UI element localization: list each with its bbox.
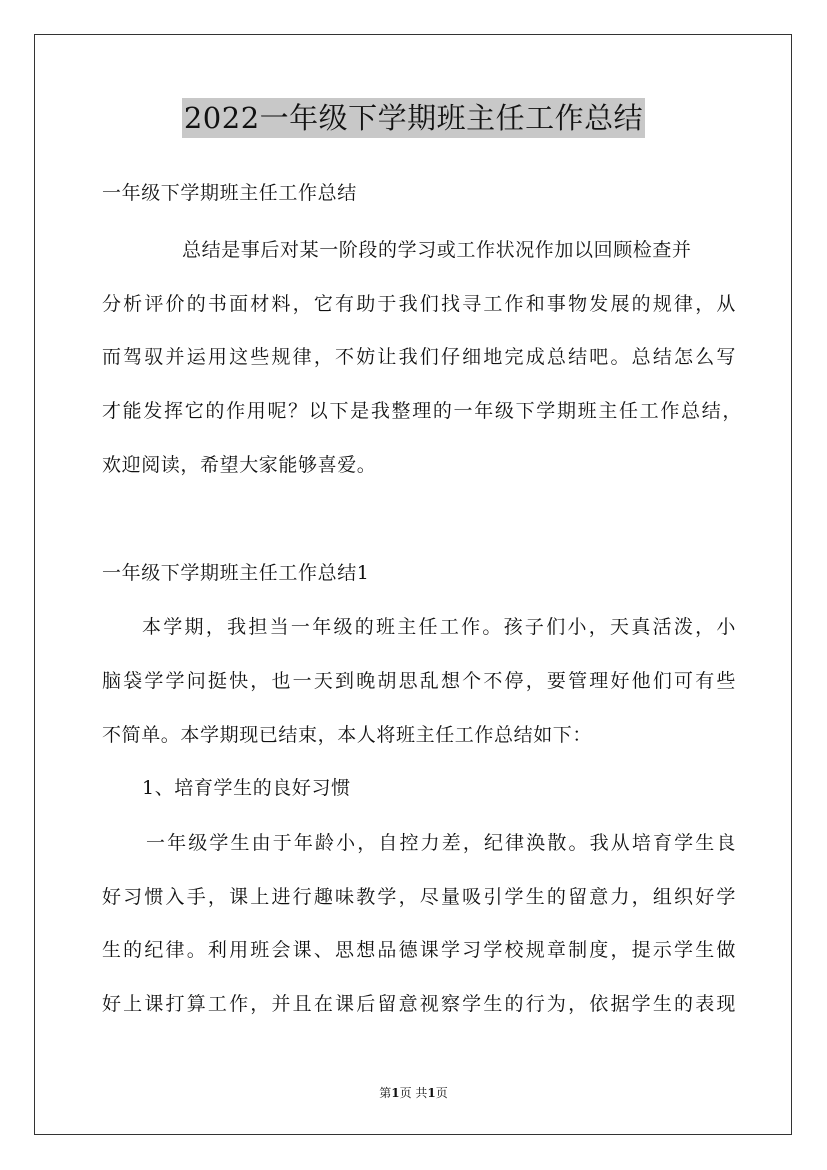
section-line: 不简单。本学期现已结束，本人将班主任工作总结如下： bbox=[102, 724, 593, 746]
document-title: 2022一年级下学期班主任工作总结 bbox=[182, 98, 645, 138]
section-line: 本学期，我担当一年级的班主任工作。孩子们小，天真活泼，小 bbox=[142, 616, 736, 638]
section-heading: 一年级下学期班主任工作总结1 bbox=[102, 562, 370, 584]
intro-line: 欢迎阅读，希望大家能够喜爱。 bbox=[102, 454, 377, 476]
page-footer bbox=[0, 1085, 827, 1101]
footer-page-mid: 页 共 bbox=[399, 1086, 428, 1100]
intro-line: 而驾驭并运用这些规律，不妨让我们仔细地完成总结吧。总结怎么写 bbox=[102, 346, 736, 368]
item-line: 生的纪律。利用班会课、思想品德课学习学校规章制度，提示学生做 bbox=[102, 939, 736, 961]
item-line: 一年级学生由于年龄小，自控力差，纪律涣散。我从培育学生良 bbox=[146, 832, 736, 854]
title-container bbox=[0, 98, 827, 138]
intro-line: 才能发挥它的作用呢？以下是我整理的一年级下学期班主任工作总结， bbox=[102, 400, 742, 422]
footer-page-total: 1 bbox=[427, 1086, 436, 1100]
item-line: 好习惯入手，课上进行趣味教学，尽量吸引学生的留意力，组织好学 bbox=[102, 886, 736, 908]
item-line: 好上课打算工作，并且在课后留意视察学生的行为，依据学生的表现 bbox=[102, 993, 736, 1015]
intro-line: 分析评价的书面材料，它有助于我们找寻工作和事物发展的规律，从 bbox=[102, 293, 736, 315]
document-subtitle: 一年级下学期班主任工作总结 bbox=[102, 182, 357, 204]
footer-page-suffix: 页 bbox=[435, 1086, 448, 1100]
intro-line: 总结是事后对某一阶段的学习或工作状况作加以回顾检查并 bbox=[182, 239, 692, 261]
item-heading: 1、培育学生的良好习惯 bbox=[142, 777, 351, 799]
footer-page-prefix: 第 bbox=[379, 1086, 392, 1100]
footer-page-current: 1 bbox=[391, 1086, 400, 1100]
section-line: 脑袋学学问挺快，也一天到晚胡思乱想个不停，要管理好他们可有些 bbox=[102, 670, 736, 692]
